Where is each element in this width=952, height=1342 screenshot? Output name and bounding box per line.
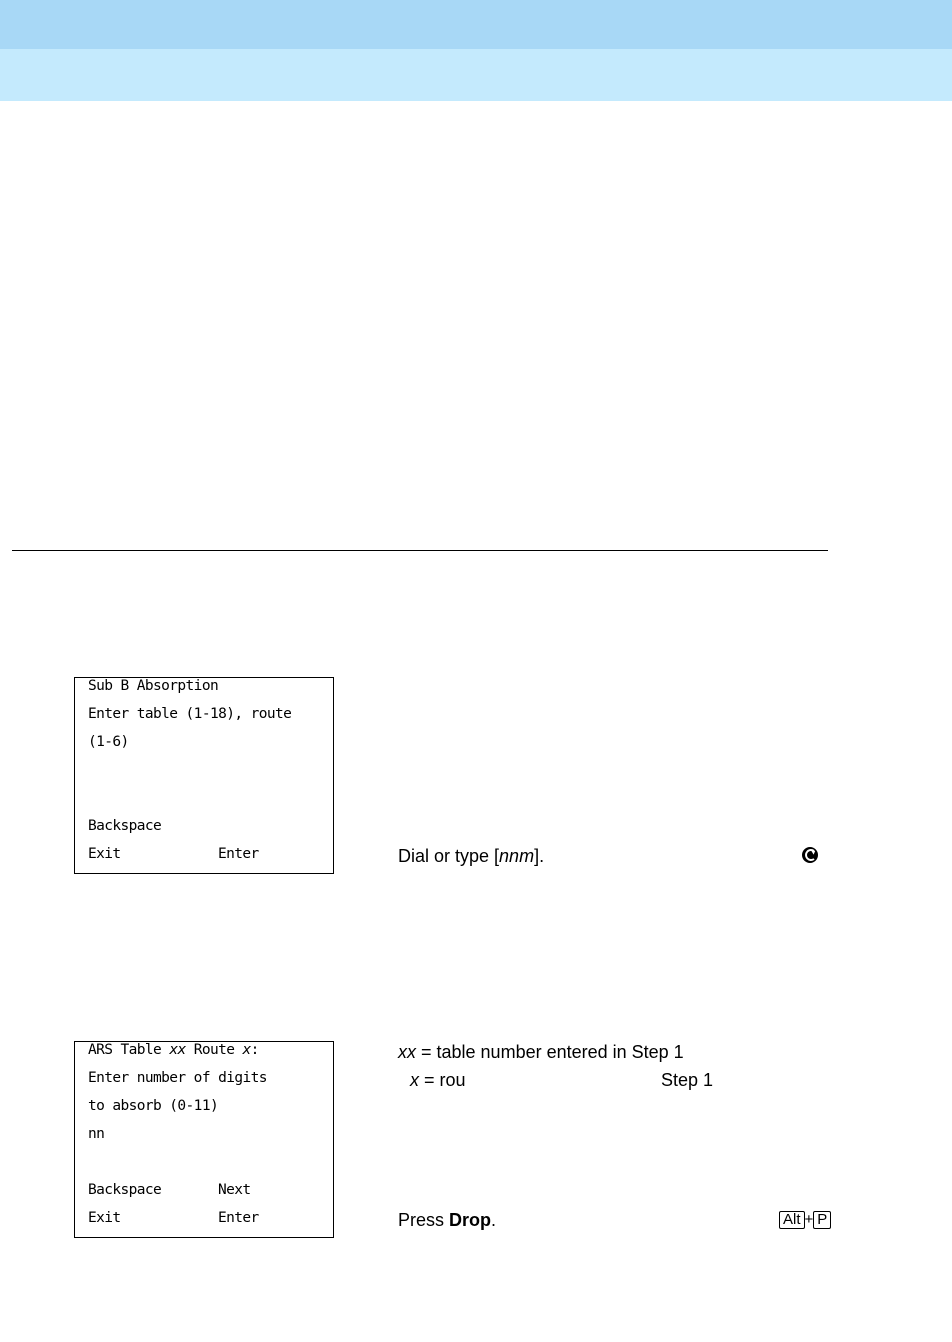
instruction-variable: nnm <box>499 846 535 866</box>
screen-title <box>88 1041 259 1059</box>
instruction-prefix: Press <box>398 1210 450 1230</box>
plus-sign: + <box>804 1211 814 1228</box>
instruction-press-drop <box>398 1209 496 1231</box>
title-var-xx: xx <box>169 1042 186 1058</box>
display-screen-sub-b-absorption <box>74 677 334 874</box>
exit-softkey[interactable]: Exit <box>88 1210 121 1226</box>
screen-prompt-range: to absorb (0-11) <box>88 1098 219 1114</box>
title-prefix: ARS Table <box>88 1042 170 1058</box>
exit-softkey[interactable]: Exit <box>88 846 121 862</box>
screen-prompt-range: (1-6) <box>88 734 129 750</box>
section-divider <box>12 550 828 551</box>
title-var-x: x <box>242 1042 251 1058</box>
note-text: = table number entered in Step 1 <box>416 1042 684 1062</box>
header-band-top <box>0 0 952 49</box>
note-route-number <box>410 1069 466 1091</box>
alt-key: Alt <box>779 1211 805 1229</box>
enter-softkey[interactable]: Enter <box>218 846 259 862</box>
instruction-suffix: ]. <box>534 846 545 866</box>
screen-prompt-line: Enter table (1-18), route <box>88 706 292 722</box>
instruction-suffix: . <box>491 1210 497 1230</box>
note-table-number <box>398 1041 684 1063</box>
next-softkey[interactable]: Next <box>218 1182 251 1198</box>
title-suffix: : <box>250 1042 259 1058</box>
p-key: P <box>813 1211 831 1229</box>
screen-value-field: nn <box>88 1126 105 1142</box>
drop-label: Drop <box>449 1210 492 1230</box>
note-route-step: Step 1 <box>661 1070 714 1090</box>
screen-title: Sub B Absorption <box>88 678 219 694</box>
header-band-bottom <box>0 49 952 101</box>
keyboard-shortcut <box>779 1211 831 1229</box>
backspace-softkey[interactable]: Backspace <box>88 818 162 834</box>
enter-icon <box>801 846 819 864</box>
note-var-x: x <box>410 1070 419 1090</box>
instruction-prefix: Dial or type [ <box>398 846 500 866</box>
screen-prompt-line: Enter number of digits <box>88 1070 267 1086</box>
note-var-xx: xx <box>398 1042 416 1062</box>
title-mid: Route <box>185 1042 243 1058</box>
enter-softkey[interactable]: Enter <box>218 1210 259 1226</box>
display-screen-ars-table-route <box>74 1041 334 1238</box>
note-text: = rou <box>419 1070 466 1090</box>
backspace-softkey[interactable]: Backspace <box>88 1182 162 1198</box>
instruction-dial-or-type <box>398 845 544 867</box>
